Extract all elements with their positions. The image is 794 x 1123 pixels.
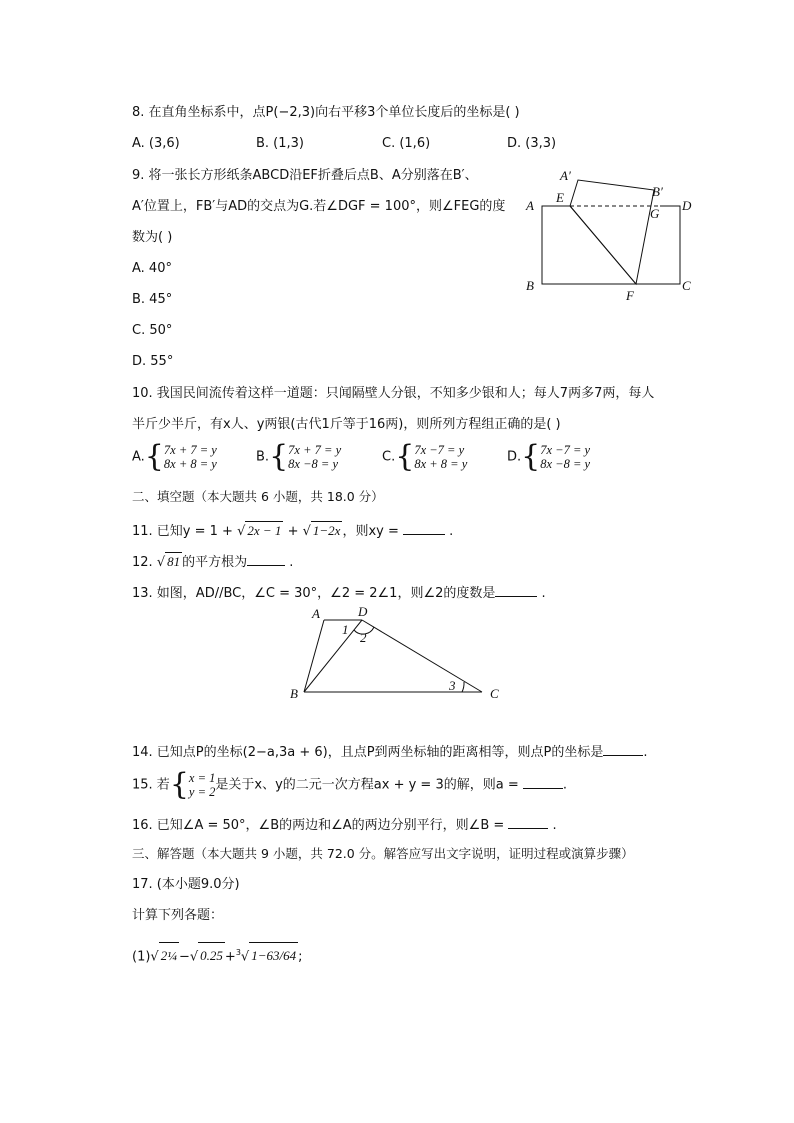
q13-figure (286, 604, 516, 704)
q12-end: . (285, 555, 294, 570)
q9-option-b: B. 45° (132, 292, 173, 307)
q17-plus: + (224, 949, 236, 965)
q11-plus: + (283, 524, 303, 539)
q8-option-a: A. (3,6) (132, 136, 180, 151)
q17-radicand-3: 1−63/64 (249, 942, 298, 969)
q11-radicand-2: 1−2x (312, 523, 341, 538)
q13-label-angle-2: 2 (360, 630, 367, 645)
q9-label-c: C (682, 278, 691, 293)
q15 (132, 767, 567, 802)
q9-label-e: E (556, 190, 564, 205)
equation: x = 1 (188, 771, 216, 785)
brace: { (144, 439, 164, 474)
equation: 8x + 8 = y (163, 457, 217, 471)
q12: 12. √ 81 的平方根为 . (132, 551, 293, 572)
q9-label-a: A (526, 198, 534, 213)
brace: { (269, 439, 289, 474)
equation-system (164, 443, 217, 471)
q15-end: . (562, 777, 567, 793)
q16-answer-blank[interactable] (508, 814, 548, 829)
q12-radicand: 81 (167, 554, 181, 569)
q13 (132, 582, 546, 603)
q8-option-d: D. (3,3) (507, 136, 557, 151)
equation: 8x + 8 = y (414, 457, 468, 471)
q15-suffix: 是关于x、y的二元一次方程ax + y = 3的解，则a = (215, 777, 523, 793)
q8-option-c: C. (1,6) (382, 136, 431, 151)
equation: 7x −7 = y (414, 443, 465, 457)
brace: { (169, 767, 189, 802)
option-label: D. (507, 449, 522, 465)
equation: 7x + 7 = y (288, 443, 342, 457)
q17-instruction: 计算下列各题： (132, 908, 224, 923)
q10-stem-line1: 10. 我国民间流传着这样一道题：只闻隔壁人分银，不知多少银和人；每人7两多7两，每人 (132, 386, 655, 401)
equation: y = 2 (188, 785, 216, 799)
section-2-heading: 二、填空题（本大题共 6 小题，共 18.0 分） (132, 489, 384, 504)
q12-prefix: 12. (132, 555, 157, 570)
q17-minus: − (178, 949, 190, 965)
q11-suffix: ，则xy = (342, 524, 403, 539)
q13-text: 13. 如图，AD//BC，∠C = 30°，∠2 = 2∠1，则∠2的度数是 (132, 586, 496, 601)
q13-label-a: A (312, 606, 320, 621)
q15-answer-blank[interactable] (523, 774, 563, 789)
q8-stem: 8. 在直角坐标系中，点P(−2,3)向右平移3个单位长度后的坐标是( ) (132, 105, 520, 120)
q11-answer-blank[interactable] (403, 520, 445, 535)
q16-end: . (548, 818, 557, 833)
equation: 8x −8 = y (288, 457, 338, 471)
q13-label-angle-3: 3 (449, 678, 456, 693)
q10-stem-line2: 半斤少半斤，有x人、y两银(古代1斤等于16两)，则所列方程组正确的是( ) (132, 417, 561, 432)
q11: 11. 已知y = 1 + √ 2x − 1 + √ 1−2x ，则xy = . (132, 520, 453, 541)
q13-label-b: B (290, 686, 298, 701)
q9-option-a: A. 40° (132, 261, 172, 276)
q14 (132, 741, 648, 762)
q9-figure (520, 164, 700, 304)
equation-system (414, 443, 467, 471)
q9-label-g: G (650, 206, 660, 221)
q17-root-index: 3 (235, 948, 241, 957)
q16 (132, 814, 557, 835)
q11-prefix: 11. 已知y = 1 + (132, 524, 238, 539)
q12-answer-blank[interactable] (247, 551, 285, 566)
q10-option-a (132, 439, 217, 474)
equation-system (540, 443, 590, 471)
option-label: C. (382, 449, 396, 465)
option-label: B. (256, 449, 270, 465)
q14-text: 14. 已知点P的坐标(2−a,3a + 6)，且点P到两坐标轴的距离相等，则点P的坐标是 (132, 745, 604, 760)
q11-end: . (445, 524, 454, 539)
q14-answer-blank[interactable] (603, 741, 643, 756)
q13-label-c: C (490, 686, 499, 701)
brace: { (521, 439, 541, 474)
q17-part1: (1)√ 2¼ −√ 0.25 +$^3$√ 1−63/64 ; (132, 940, 303, 970)
q17-end: ; (298, 949, 303, 965)
q9-label-f: F (626, 288, 634, 303)
equation: 7x −7 = y (540, 443, 591, 457)
q9-stem-line2: A′位置上，FB′与AD的交点为G.若∠DGF = 100°，则∠FEG的度 (132, 199, 506, 214)
option-label: A. (132, 449, 145, 465)
q17-part1-label: (1) (132, 949, 151, 965)
equation: 7x + 7 = y (163, 443, 217, 457)
q17-title: 17. (本小题9.0分) (132, 877, 240, 892)
q9-label-b-prime: B′ (652, 184, 663, 199)
q9-option-c: C. 50° (132, 323, 173, 338)
brace: { (395, 439, 415, 474)
q17-radicand-1: 2¼ (159, 942, 179, 969)
q10-option-b (256, 439, 342, 474)
q13-label-d: D (358, 604, 368, 619)
q10-option-c (382, 439, 468, 474)
q12-suffix: 的平方根为 (182, 555, 248, 570)
q13-end: . (537, 586, 546, 601)
q9-option-d: D. 55° (132, 354, 174, 369)
q16-text: 16. 已知∠A = 50°，∠B的两边和∠A的两边分别平行，则∠B = (132, 818, 509, 833)
q13-answer-blank[interactable] (495, 582, 537, 597)
q9-label-a-prime: A′ (560, 168, 571, 183)
equation: 8x −8 = y (540, 457, 591, 471)
q17-radicand-2: 0.25 (198, 942, 225, 969)
q9-label-b: B (526, 278, 534, 293)
q9-stem-line1: 9. 将一张长方形纸条ABCD沿EF折叠后点B、A分别落在B′、 (132, 168, 478, 183)
q9-label-d: D (682, 198, 692, 213)
q14-end: . (643, 745, 648, 760)
section-3-heading: 三、解答题（本大题共 9 小题，共 72.0 分。解答应写出文字说明，证明过程或演算步骤） (132, 846, 634, 861)
q11-radicand-1: 2x − 1 (247, 523, 282, 538)
q13-label-angle-1: 1 (342, 622, 349, 637)
equation-system (288, 443, 341, 471)
equation-system (189, 771, 215, 799)
q15-prefix: 15. 若 (132, 777, 170, 793)
q9-stem-line3: 数为( ) (132, 230, 173, 245)
q8-option-b: B. (1,3) (256, 136, 305, 151)
q10-option-d (507, 439, 591, 474)
